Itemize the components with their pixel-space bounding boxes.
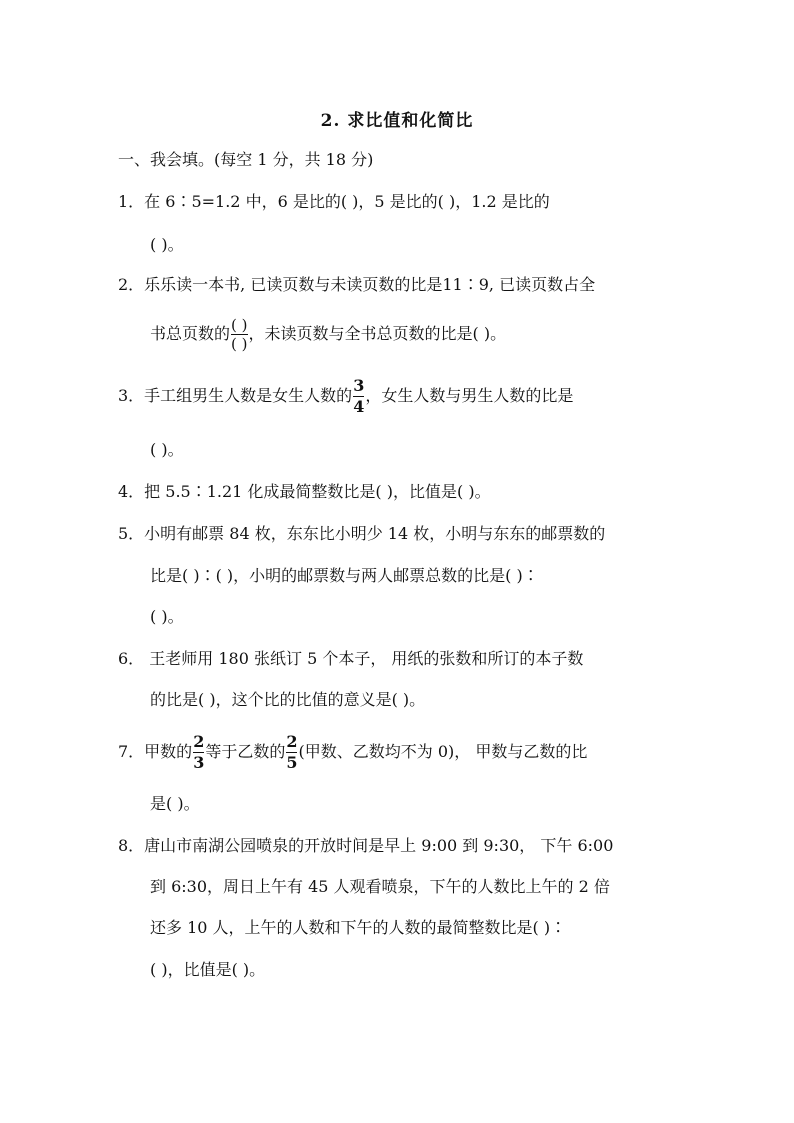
blank-fraction [231, 317, 247, 352]
question-6-line-1: 6． 王老师用 180 张纸订 5 个本子， 用纸的张数和所订的本子数 [118, 649, 584, 668]
question-2-line-1: 2．乐乐读一本书, 已读页数与未读页数的比是11∶9, 已读页数占全 [118, 275, 596, 294]
question-5-line-2: 比是( )∶( )，小明的邮票数与两人邮票总数的比是( )∶ [150, 566, 539, 585]
question-8-line-1: 8．唐山市南湖公园喷泉的开放时间是早上 9:00 到 9:30， 下午 6:00 [118, 836, 614, 855]
question-5-line-3: ( )。 [150, 607, 184, 626]
question-8-line-3: 还多 10 人，上午的人数和下午的人数的最简整数比是( )∶ [150, 918, 567, 937]
question-7-text-b: 等于乙数的 [205, 742, 286, 761]
question-3-line-2: ( )。 [150, 440, 184, 459]
fraction-numerator: 3 [353, 376, 365, 395]
fraction-two-fifths [286, 733, 297, 772]
question-2-text-b: ，未读页数与全书总页数的比是( )。 [248, 324, 507, 343]
fraction-denominator: 4 [353, 397, 365, 416]
question-2-line-2 [150, 316, 506, 352]
fraction-denominator: ( ) [231, 335, 248, 353]
question-4-line-1: 4．把 5.5∶1.21 化成最简整数比是( )，比值是( )。 [118, 482, 491, 501]
question-2-text-a: 书总页数的 [150, 324, 231, 343]
question-5-line-1: 5．小明有邮票 84 枚，东东比小明少 14 枚，小明与东东的邮票数的 [118, 524, 606, 543]
question-1-line-1: 1．在 6∶5=1.2 中，6 是比的( )，5 是比的( )，1.2 是比的 [118, 192, 550, 211]
question-3-text-b: ，女生人数与男生人数的比是 [365, 386, 574, 405]
fraction-three-quarters [353, 377, 364, 416]
question-3-line-1 [118, 376, 573, 416]
question-1-line-2: ( )。 [150, 235, 184, 254]
question-7-text-a: 7．甲数的 [118, 742, 193, 761]
question-6-line-2: 的比是( )，这个比的比值的意义是( )。 [150, 690, 426, 709]
fraction-numerator: 2 [286, 732, 298, 751]
question-8-line-4: ( )，比值是( )。 [150, 960, 266, 979]
section-heading: 一、我会填。(每空 1 分，共 18 分) [118, 150, 374, 169]
question-3-text-a: 3．手工组男生人数是女生人数的 [118, 386, 353, 405]
fraction-denominator: 3 [193, 753, 205, 772]
fraction-numerator: 2 [193, 732, 205, 751]
fraction-denominator: 5 [286, 753, 298, 772]
question-7-line-1 [118, 730, 587, 774]
question-7-line-2: 是( )。 [150, 794, 200, 813]
fraction-numerator: ( ) [231, 316, 248, 334]
question-7-text-c: (甲数、乙数均不为 0)， 甲数与乙数的比 [298, 742, 588, 761]
fraction-two-thirds [193, 733, 204, 772]
page-title: 2. 求比值和化简比 [320, 111, 474, 131]
question-8-line-2: 到 6:30，周日上午有 45 人观看喷泉，下午的人数比上午的 2 倍 [150, 877, 610, 896]
